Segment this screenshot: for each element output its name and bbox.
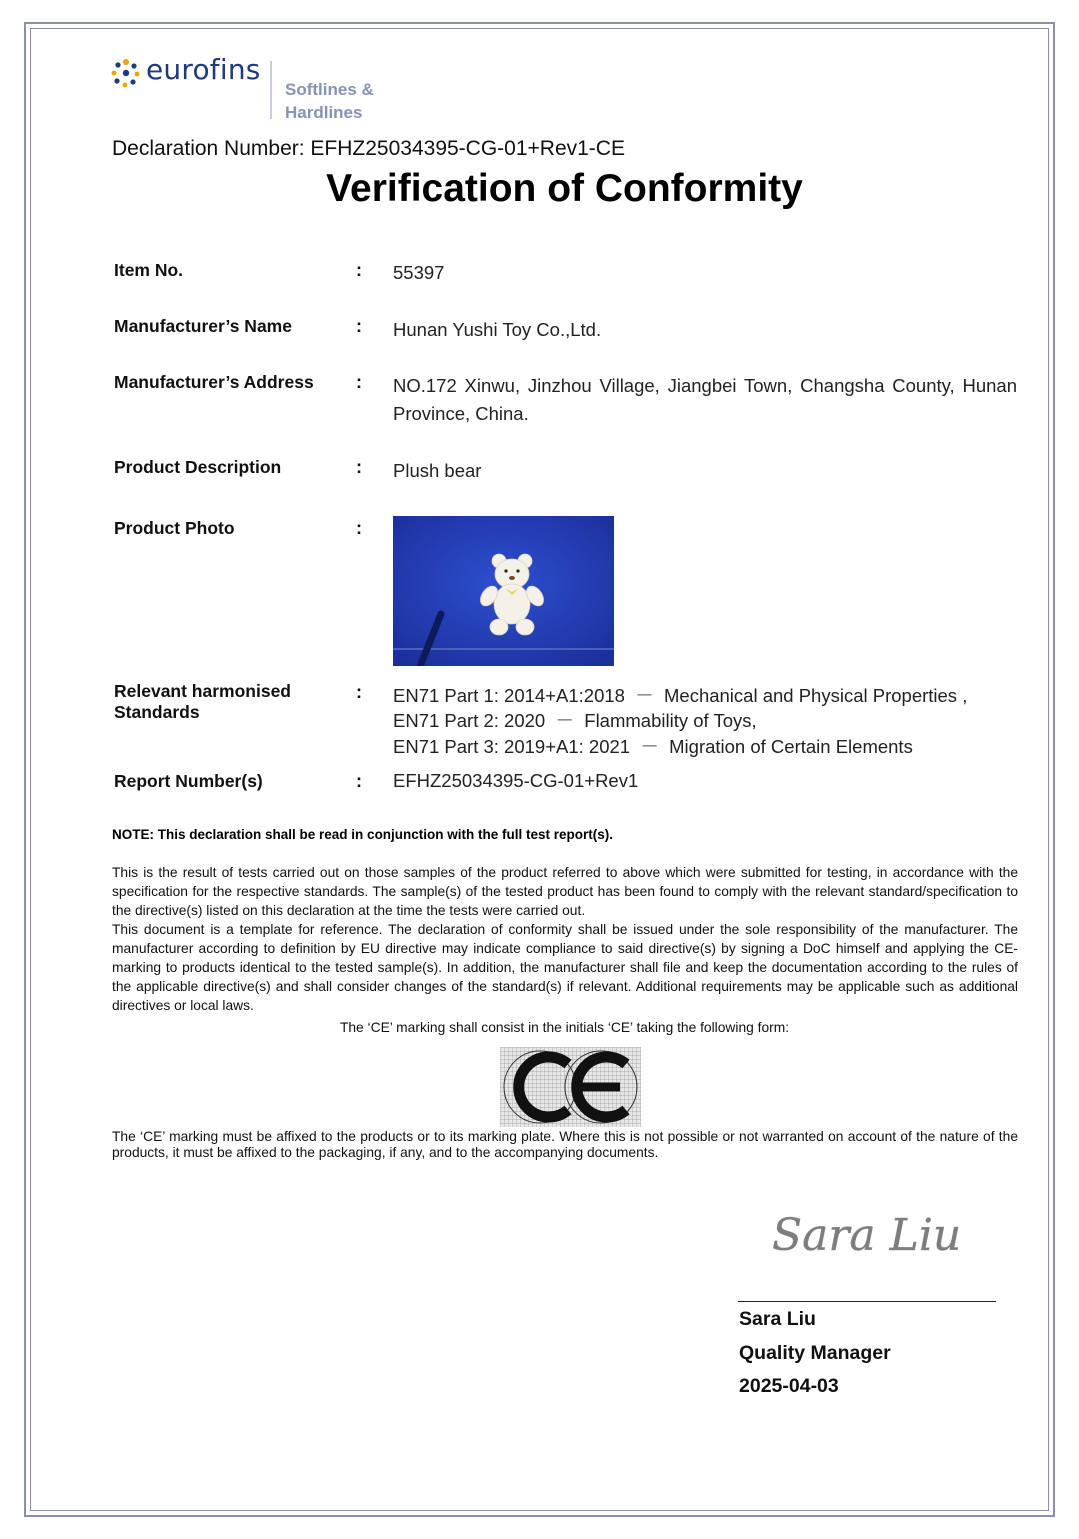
document-title: Verification of Conformity [326,167,803,210]
signature-line [738,1301,996,1302]
item-no-value: 55397 [393,262,445,283]
standard-item: EN71 Part 3: 2019+A1: 2021 － Migration of Certain Elements [393,736,913,757]
logo-divider [270,61,272,119]
body-paragraph-1: This is the result of tests carried out on those samples of the product referred to above which were submitted for testing, in accordance with the specification for the respective standards. The sample(s) of the tested product has been found to comply with the relevant standard/specification to the directive(s) listed on this declaration at the time the tests were carried out. [112,865,1018,918]
ce-caption: The ‘CE’ marking shall consist in the initials ‘CE’ taking the following form: [339,1020,790,1035]
standards-label [114,681,291,723]
standard-item: EN71 Part 2: 2020 － Flammability of Toys, [393,710,757,731]
ce-mark-icon [500,1047,641,1127]
manufacturer-address-label: Manufacturer’s Address [114,372,314,392]
division-line-2: Hardlines [285,103,363,122]
handwritten-signature [770,1195,980,1265]
manufacturer-address-colon: : [356,372,362,392]
declaration-number: Declaration Number: EFHZ25034395-CG-01+Rev1-CE [112,137,625,160]
ce-affix-text: The ‘CE’ marking must be affixed to the products or to its marking plate. Where this is not possible or not warranted on account of the nature of the products, it must be affixed to the packaging, if any, and to the accompanying documents. [112,1129,1018,1160]
item-no-label: Item No. [114,260,184,280]
eurofins-logo [110,55,410,130]
division-line-1: Softlines & [285,80,374,99]
manufacturer-name-colon: : [356,316,362,336]
standards-colon: : [356,682,362,702]
report-numbers-value: EFHZ25034395-CG-01+Rev1 [393,770,639,791]
report-numbers-label: Report Number(s) [114,771,263,791]
eurofins-dots-icon [110,57,142,89]
product-photo-label: Product Photo [114,518,235,538]
body-paragraph-2: This document is a template for reference. The declaration of conformity shall be issued under the sole responsibility of the manufacturer. The manufacturer according to definition by EU directive may indicate compliance to said directive(s) by signing a DoC himself and applying the CE-marking to products identical to the tested sample(s). In addition, the manufacturer shall file and keep the documentation according to the rules of the applicable directive(s) and shall consider changes of the standard(s) if relevant. Additional requirements may be applicable such as additional directives or local laws. [112,922,1018,1013]
note-text: NOTE: This declaration shall be read in conjunction with the full test report(s). [112,827,614,842]
standard-item: EN71 Part 1: 2014+A1:2018 － Mechanical and Physical Properties , [393,685,968,706]
manufacturer-name-value: Hunan Yushi Toy Co.,Ltd. [393,319,602,340]
product-description-label: Product Description [114,457,282,477]
brand-name: eurofins [146,53,261,86]
standards-label-line-2: Standards [114,702,200,722]
signature-text: Sara Liu [772,1210,962,1261]
manufacturer-address-value: NO.172 Xinwu, Jinzhou Village, Jiangbei Town, Changsha County, Hunan Province, China. [393,375,1017,424]
standards-label-line-1: Relevant harmonised [114,681,291,701]
product-photo-colon: : [356,518,362,538]
product-description-value: Plush bear [393,460,482,481]
division-name [285,78,374,124]
item-no-colon: : [356,260,362,280]
report-numbers-colon: : [356,771,362,791]
product-photo [393,516,614,666]
product-description-colon: : [356,457,362,477]
manufacturer-name-label: Manufacturer’s Name [114,316,292,336]
signatory-name: Sara Liu [739,1308,816,1330]
signature-date: 2025-04-03 [739,1375,839,1397]
signatory-role: Quality Manager [739,1342,891,1364]
